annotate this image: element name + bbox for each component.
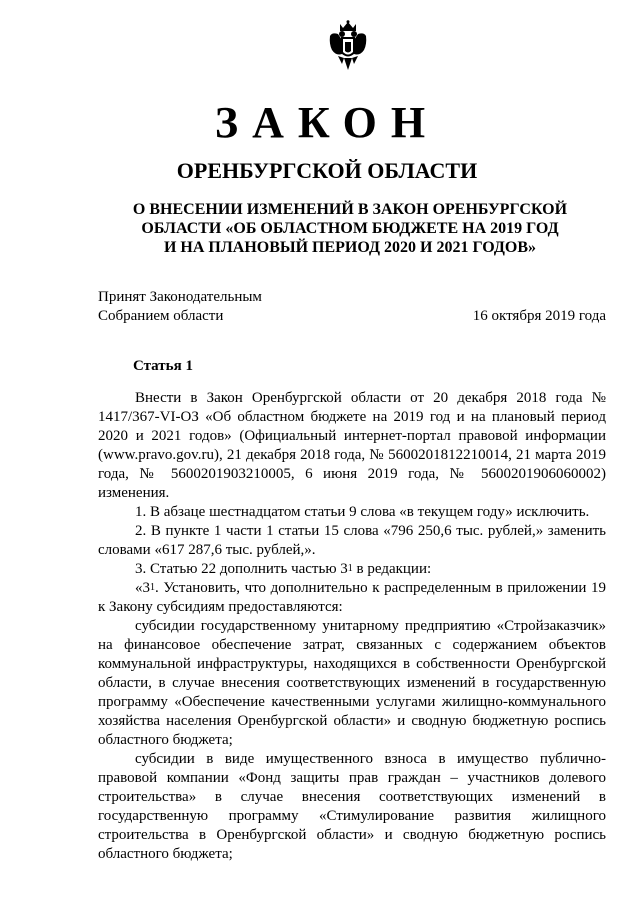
subsidy-paragraph: субсидии в виде имущественного взноса в имущество публично-правовой компании «Фонд защиты прав граждан – участников долевого строительства» в случае внесения соответствующих изменений в государственную программу «Стимулирование развития жилищного строительства в Оренбургской области» и сводную бюджетную роспись областного бюджета; <box>98 751 606 862</box>
law-name <box>130 200 570 257</box>
law-name-line: О ВНЕСЕНИИ ИЗМЕНЕНИЙ В ЗАКОН ОРЕНБУРГСКОЙ <box>132 201 568 218</box>
document-title: ЗАКОН <box>214 98 440 147</box>
adoption-authority <box>98 288 262 326</box>
adoption-date: 16 октября 2019 года <box>472 308 606 324</box>
coat-of-arms-emblem-icon <box>328 20 368 72</box>
adoption-line: Принят Законодательным <box>98 289 262 305</box>
item3-text-start: 3. Статью 22 дополнить частью 3 <box>135 561 348 577</box>
quote-superscript: 1 <box>150 582 155 593</box>
quoted-part-paragraph <box>98 579 606 617</box>
article-heading: Статья 1 <box>133 358 193 374</box>
subsidy-paragraph: субсидии государственному унитарному предприятию «Стройзаказчик» на финансовое обеспечение затрат, связанных с содержанием объектов коммунальной инфраструктуры, находящихся в собственности Оренбургской области, в случае внесения соответствующих изменений в государственную программу «Обеспечение качественными услугами жилищно-коммунального хозяйства населения Оренбургской области» и сводную бюджетную роспись областного бюджета; <box>98 618 606 748</box>
article-item-3 <box>98 560 606 579</box>
item3-text-end: в редакции: <box>352 561 432 577</box>
article-body <box>98 389 606 864</box>
adoption-line: Собранием области <box>98 308 224 324</box>
law-name-line: И НА ПЛАНОВЫЙ ПЕРИОД 2020 И 2021 ГОДОВ» <box>163 239 537 256</box>
article-item-2: 2. В пункте 1 части 1 статьи 15 слова «796 250,6 тыс. рублей,» заменить словами «617 287,6 тыс. рублей,». <box>98 523 606 558</box>
law-name-line: ОБЛАСТИ «ОБ ОБЛАСТНОМ БЮДЖЕТЕ НА 2019 ГОД <box>141 220 559 237</box>
quote-text-end: . Установить, что дополнительно к распределенным в приложении 19 к Закону субсидиям предоставляются: <box>98 580 606 615</box>
document-subtitle: ОРЕНБУРГСКОЙ ОБЛАСТИ <box>176 158 478 183</box>
item3-superscript: 1 <box>347 563 353 574</box>
quote-text-start: «3 <box>135 580 150 596</box>
article-item-1: 1. В абзаце шестнадцатом статьи 9 слова «в текущем году» исключить. <box>135 504 590 520</box>
article-intro-paragraph: Внести в Закон Оренбургской области от 20 декабря 2018 года № 1417/367-VI-ОЗ «Об областном бюджете на 2019 год и на плановый период 2020 и 2021 годов» (Официальный интернет-портал правовой информации (www.pravo.gov.ru), 21 декабря 2018 года, № 5600201812210014, 21 марта 2019 года, № 5600201903210005, 6 июня 2019 года, № 5600201906060002) изменения. <box>98 390 606 501</box>
